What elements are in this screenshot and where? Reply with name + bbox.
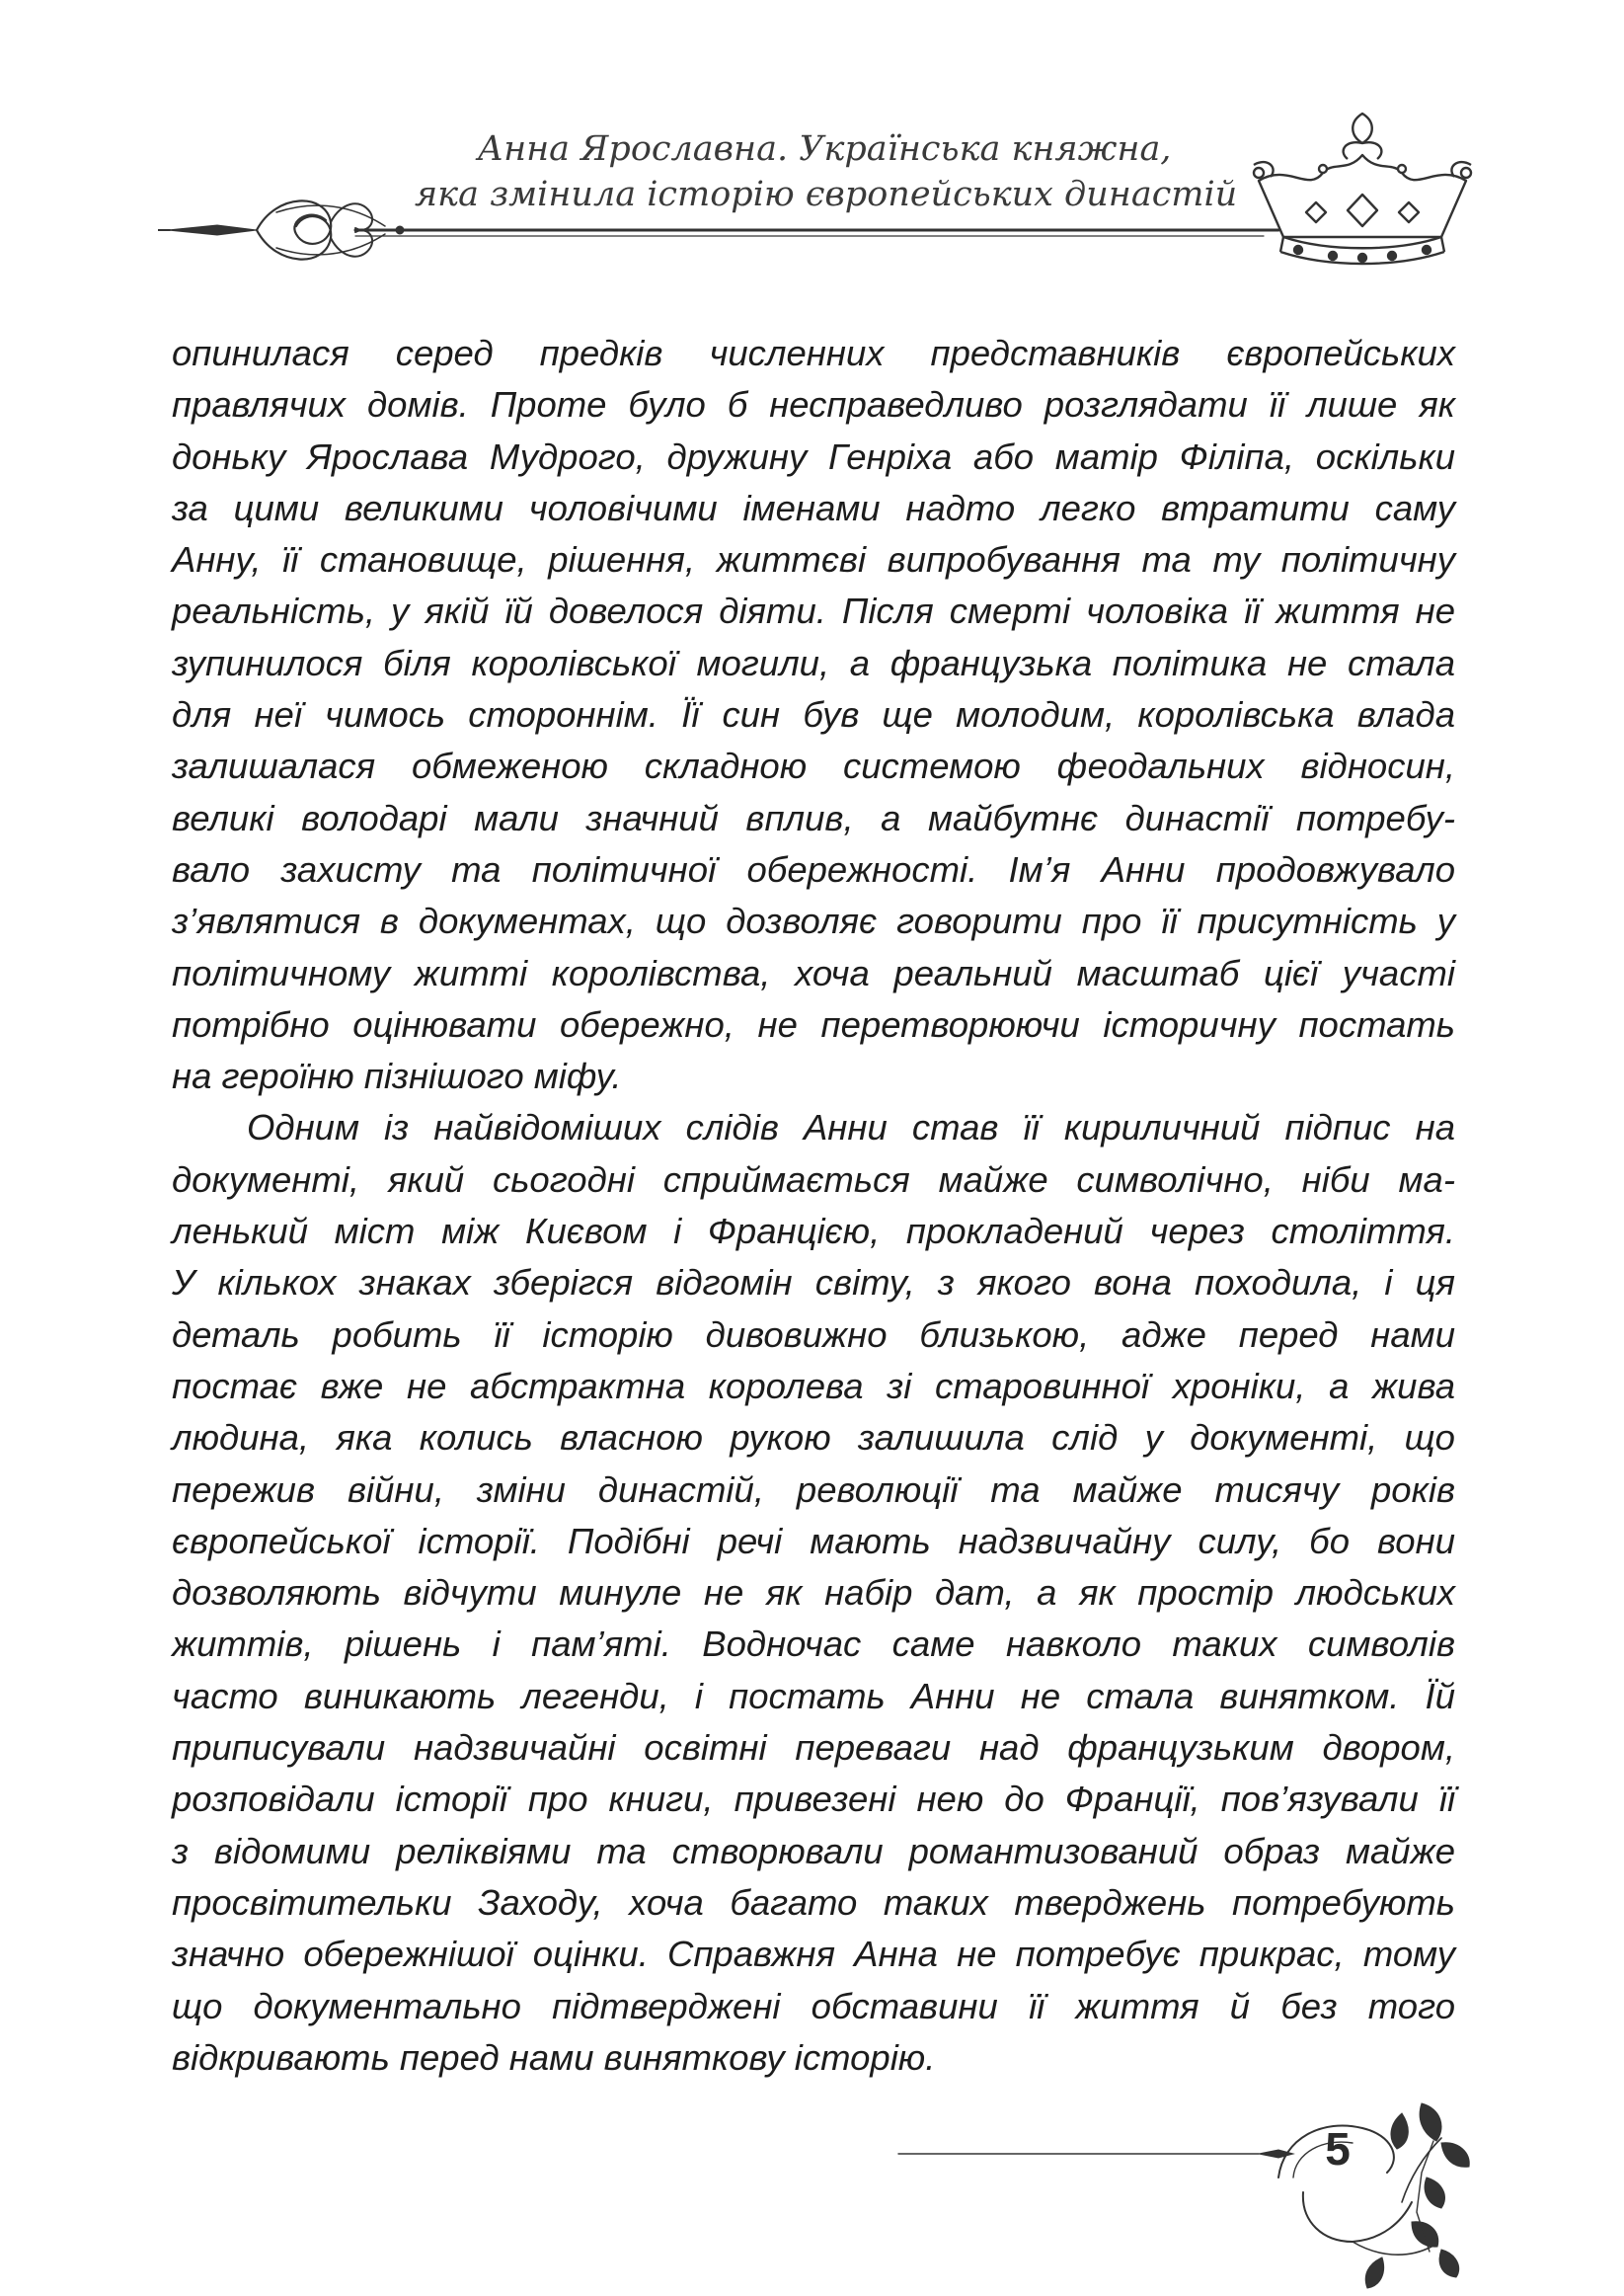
text-line: постає вже не абстрактна королева зі старовинної хроніки, а жива	[172, 1365, 1455, 1406]
text-line: пережив війни, зміни династій, революції та майже тисячу років	[172, 1468, 1455, 1510]
text-line: на героїню пізнішого міфу.	[172, 1056, 622, 1097]
text-line: часто виникають легенди, і постать Анни не стала винятком. Їй	[172, 1675, 1455, 1716]
text-line: документі, який сьогодні сприймається майже символічно, ніби ма-	[172, 1158, 1455, 1200]
main-text	[172, 328, 1455, 2084]
running-header-line-1: Анна Ярославна. Українська княжна,	[477, 129, 1172, 169]
text-line: правлячих домів. Проте було б несправедливо розглядати її лише як	[172, 384, 1455, 426]
paragraph	[172, 1102, 1455, 2084]
page-number: 5	[1325, 2123, 1351, 2175]
text-line: Одним із найвідоміших слідів Анни став її кириличний підпис на	[247, 1107, 1455, 1148]
text-line: залишалася обмеженою складною системою феодальних відносин,	[172, 746, 1455, 787]
text-line: людина, яка колись власною рукою залишила слід у документі, що	[172, 1417, 1455, 1459]
text-line: ленький міст між Києвом і Францією, прокладений через століття.	[172, 1211, 1455, 1252]
text-line: значно обережнішої оцінки. Справжня Анна не потребує прикрас, тому	[172, 1934, 1455, 1975]
text-line: дозволяють відчути минуле не як набір дат, а як простір людських	[172, 1572, 1455, 1614]
text-line: життів, рішень і пам’яті. Водночас саме навколо таких символів	[172, 1623, 1455, 1665]
text-line: потрібно оцінювати обережно, не перетворюючи історичну постать	[172, 1003, 1455, 1045]
text-line: У кількох знаках зберігся відгомін світу, з якого вона походила, і ця	[172, 1262, 1455, 1304]
text-line: Анну, її становище, рішення, життєві випробування та ту політичну	[172, 539, 1455, 581]
text-line: опинилася серед предків численних представників європейських	[172, 333, 1455, 373]
text-line: доньку Ярослава Мудрого, дружину Генріха або матір Філіпа, оскільки	[172, 435, 1455, 477]
text-line: великі володарі мали значний вплив, а майбутнє династії потребу-	[172, 797, 1455, 838]
text-line: з відомими реліквіями та створювали романтизований образ майже	[172, 1830, 1455, 1871]
text-line: реальність, у якій їй довелося діяти. Після смерті чоловіка її життя не	[172, 591, 1455, 632]
text-line: за цими великими чоловічими іменами надто легко втратити саму	[172, 487, 1455, 528]
text-line: приписували надзвичайні освітні переваги над французьким двором,	[172, 1727, 1455, 1769]
text-line: зупинилося біля королівської могили, а французька політика не стала	[172, 642, 1455, 683]
text-line: відкривають перед нами виняткову історію.	[172, 2036, 936, 2078]
text-line: розповідали історії про книги, привезені нею до Франції, пов’язували її	[172, 1779, 1455, 1820]
running-header-line-2: яка змінила історію європейських династій	[415, 175, 1238, 214]
text-line: що документально підтверджені обставини її життя й без того	[172, 1985, 1455, 2026]
text-line: з’являтися в документах, що дозволяє говорити про її присутність у	[172, 901, 1455, 942]
text-line: європейської історії. Подібні речі мають надзвичайну силу, бо вони	[172, 1520, 1455, 1561]
crown-icon	[1239, 104, 1486, 281]
floral-ornament-icon	[889, 2084, 1481, 2296]
text-line: вало захисту та політичної обережності. Ім’я Анни продовжувало	[172, 848, 1455, 890]
text-line: політичному житті королівства, хоча реальний масштаб цієї участі	[172, 952, 1455, 993]
paragraph	[172, 328, 1455, 1102]
flourish-ornament-icon	[158, 183, 1283, 281]
text-line: для неї чимось стороннім. Її син був ще молодим, королівська влада	[172, 694, 1455, 736]
text-line: деталь робить її історію дивовижно близькою, адже перед нами	[172, 1313, 1455, 1355]
text-line: просвітительки Заходу, хоча багато таких тверджень потребують	[172, 1881, 1455, 1923]
